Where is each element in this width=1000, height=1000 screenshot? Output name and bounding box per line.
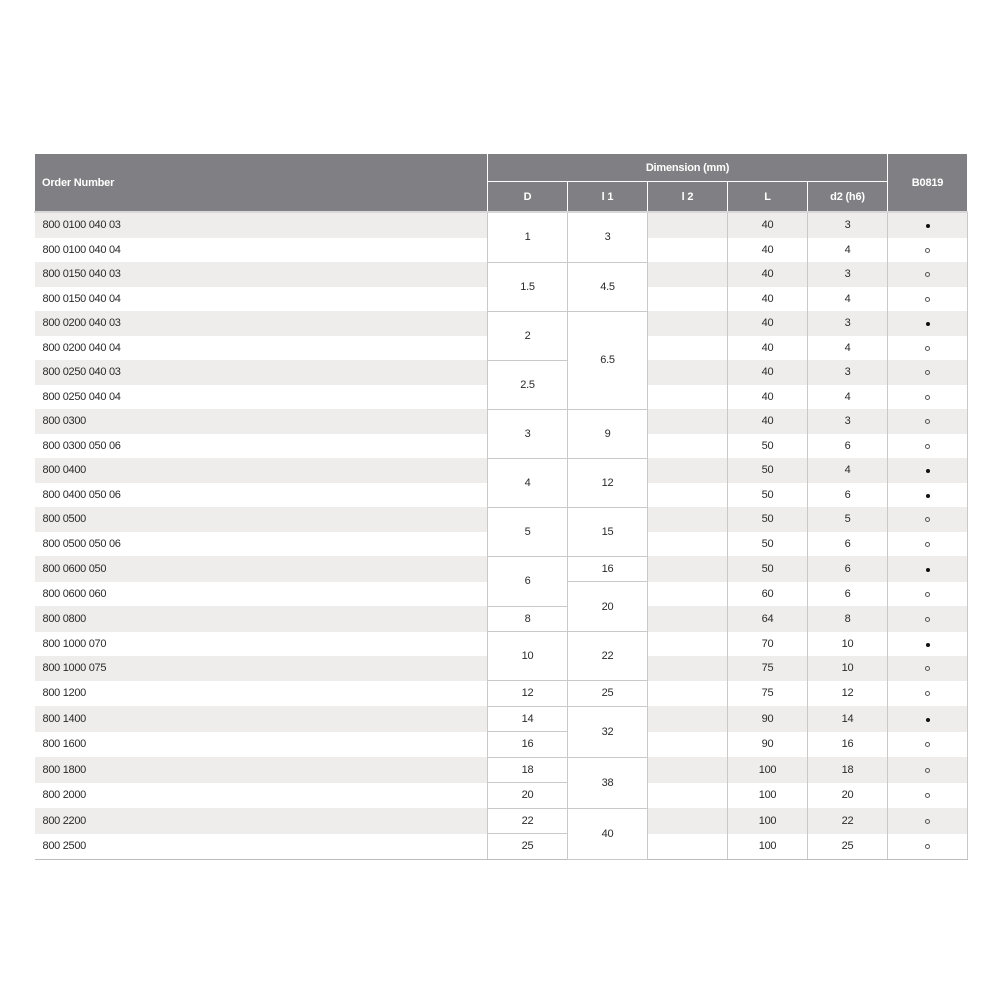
availability-cell (888, 311, 968, 336)
length-l2-cell (648, 556, 728, 582)
open-circle-icon (925, 592, 930, 597)
length-l2-cell (648, 632, 728, 657)
availability-cell (888, 458, 968, 483)
order-number-cell: 800 0300 (35, 409, 488, 434)
order-number-cell: 800 1400 (35, 706, 488, 732)
availability-cell (888, 706, 968, 732)
length-l2-cell (648, 336, 728, 361)
order-number-cell: 800 0150 040 04 (35, 287, 488, 312)
diameter-cell: 25 (488, 834, 568, 860)
open-circle-icon (925, 617, 930, 622)
open-circle-icon (925, 248, 930, 253)
order-number-cell: 800 0100 040 04 (35, 238, 488, 263)
diameter-cell: 2.5 (488, 360, 568, 409)
shank-diameter-cell: 18 (808, 757, 888, 783)
overall-length-cell: 64 (728, 606, 808, 632)
open-circle-icon (925, 517, 930, 522)
table-row (35, 783, 968, 809)
shank-diameter-cell: 6 (808, 582, 888, 607)
availability-cell (888, 656, 968, 681)
filled-dot-icon (926, 718, 930, 722)
shank-diameter-cell: 6 (808, 556, 888, 582)
order-number-cell: 800 0600 060 (35, 582, 488, 607)
availability-cell (888, 732, 968, 758)
diameter-cell: 18 (488, 757, 568, 783)
col-header-d2: d2 (h6) (808, 182, 888, 213)
order-number-cell: 800 2500 (35, 834, 488, 860)
order-number-cell: 800 0800 (35, 606, 488, 632)
length-l2-cell (648, 434, 728, 459)
overall-length-cell: 100 (728, 783, 808, 809)
table-row (35, 808, 968, 834)
diameter-cell: 20 (488, 783, 568, 809)
overall-length-cell: 40 (728, 287, 808, 312)
overall-length-cell: 40 (728, 360, 808, 385)
overall-length-cell: 70 (728, 632, 808, 657)
length-l1-cell: 40 (568, 808, 648, 859)
filled-dot-icon (926, 568, 930, 572)
overall-length-cell: 50 (728, 483, 808, 508)
length-l2-cell (648, 507, 728, 532)
table-row (35, 212, 968, 238)
filled-dot-icon (926, 469, 930, 473)
length-l1-cell: 4.5 (568, 262, 648, 311)
overall-length-cell: 60 (728, 582, 808, 607)
diameter-cell: 8 (488, 606, 568, 632)
availability-cell (888, 360, 968, 385)
availability-cell (888, 681, 968, 707)
length-l1-cell: 22 (568, 632, 648, 681)
diameter-cell: 14 (488, 706, 568, 732)
length-l1-cell: 20 (568, 582, 648, 632)
shank-diameter-cell: 4 (808, 287, 888, 312)
length-l1-cell: 3 (568, 212, 648, 262)
length-l2-cell (648, 262, 728, 287)
length-l1-cell: 12 (568, 458, 648, 507)
length-l2-cell (648, 834, 728, 860)
table-row (35, 458, 968, 483)
shank-diameter-cell: 20 (808, 783, 888, 809)
shank-diameter-cell: 5 (808, 507, 888, 532)
availability-cell (888, 434, 968, 459)
order-number-cell: 800 1000 075 (35, 656, 488, 681)
availability-cell (888, 287, 968, 312)
availability-cell (888, 808, 968, 834)
filled-dot-icon (926, 322, 930, 326)
length-l2-cell (648, 238, 728, 263)
availability-cell (888, 556, 968, 582)
availability-header: B0819 (888, 154, 968, 213)
order-number-cell: 800 0200 040 03 (35, 311, 488, 336)
overall-length-cell: 40 (728, 409, 808, 434)
length-l2-cell (648, 458, 728, 483)
order-number-cell: 800 2200 (35, 808, 488, 834)
shank-diameter-cell: 3 (808, 212, 888, 238)
diameter-cell: 3 (488, 409, 568, 458)
overall-length-cell: 40 (728, 238, 808, 263)
shank-diameter-cell: 3 (808, 311, 888, 336)
availability-cell (888, 238, 968, 263)
length-l2-cell (648, 212, 728, 238)
availability-cell (888, 409, 968, 434)
availability-cell (888, 757, 968, 783)
length-l1-cell: 16 (568, 556, 648, 582)
table-row (35, 632, 968, 657)
length-l2-cell (648, 681, 728, 707)
overall-length-cell: 40 (728, 311, 808, 336)
open-circle-icon (925, 844, 930, 849)
availability-cell (888, 582, 968, 607)
table-row (35, 556, 968, 582)
specification-table (34, 153, 968, 860)
overall-length-cell: 40 (728, 336, 808, 361)
order-number-cell: 800 0250 040 04 (35, 385, 488, 410)
col-header-l2: l 2 (648, 182, 728, 213)
order-number-header: Order Number (35, 154, 488, 213)
order-number-cell: 800 2000 (35, 783, 488, 809)
shank-diameter-cell: 6 (808, 483, 888, 508)
diameter-cell: 6 (488, 556, 568, 606)
shank-diameter-cell: 10 (808, 656, 888, 681)
length-l2-cell (648, 409, 728, 434)
availability-cell (888, 834, 968, 860)
shank-diameter-cell: 4 (808, 336, 888, 361)
overall-length-cell: 100 (728, 808, 808, 834)
order-number-cell: 800 1800 (35, 757, 488, 783)
availability-cell (888, 532, 968, 557)
shank-diameter-cell: 16 (808, 732, 888, 758)
length-l2-cell (648, 783, 728, 809)
col-header-L: L (728, 182, 808, 213)
order-number-cell: 800 0100 040 03 (35, 212, 488, 238)
length-l1-cell: 38 (568, 757, 648, 808)
length-l2-cell (648, 287, 728, 312)
diameter-cell: 22 (488, 808, 568, 834)
open-circle-icon (925, 395, 930, 400)
order-number-cell: 800 0500 (35, 507, 488, 532)
availability-cell (888, 483, 968, 508)
open-circle-icon (925, 444, 930, 449)
order-number-cell: 800 0150 040 03 (35, 262, 488, 287)
table-row (35, 681, 968, 707)
open-circle-icon (925, 742, 930, 747)
overall-length-cell: 90 (728, 732, 808, 758)
overall-length-cell: 40 (728, 262, 808, 287)
length-l1-cell: 25 (568, 681, 648, 707)
open-circle-icon (925, 691, 930, 696)
length-l2-cell (648, 582, 728, 607)
availability-cell (888, 632, 968, 657)
shank-diameter-cell: 3 (808, 262, 888, 287)
shank-diameter-cell: 25 (808, 834, 888, 860)
length-l2-cell (648, 532, 728, 557)
order-number-cell: 800 0250 040 03 (35, 360, 488, 385)
length-l2-cell (648, 706, 728, 732)
length-l2-cell (648, 606, 728, 632)
table-row (35, 757, 968, 783)
open-circle-icon (925, 297, 930, 302)
open-circle-icon (925, 819, 930, 824)
overall-length-cell: 40 (728, 212, 808, 238)
overall-length-cell: 75 (728, 656, 808, 681)
length-l1-cell: 15 (568, 507, 648, 556)
col-header-D: D (488, 182, 568, 213)
length-l2-cell (648, 656, 728, 681)
shank-diameter-cell: 8 (808, 606, 888, 632)
overall-length-cell: 50 (728, 434, 808, 459)
order-number-cell: 800 0500 050 06 (35, 532, 488, 557)
overall-length-cell: 50 (728, 507, 808, 532)
availability-cell (888, 606, 968, 632)
open-circle-icon (925, 793, 930, 798)
filled-dot-icon (926, 643, 930, 647)
table-row (35, 606, 968, 632)
diameter-cell: 5 (488, 507, 568, 556)
shank-diameter-cell: 22 (808, 808, 888, 834)
open-circle-icon (925, 542, 930, 547)
overall-length-cell: 75 (728, 681, 808, 707)
overall-length-cell: 50 (728, 532, 808, 557)
availability-cell (888, 262, 968, 287)
shank-diameter-cell: 4 (808, 385, 888, 410)
dimension-header: Dimension (mm) (488, 154, 888, 182)
filled-dot-icon (926, 494, 930, 498)
col-header-l1: l 1 (568, 182, 648, 213)
overall-length-cell: 50 (728, 556, 808, 582)
table-row (35, 360, 968, 385)
order-number-cell: 800 1600 (35, 732, 488, 758)
open-circle-icon (925, 768, 930, 773)
table-row (35, 834, 968, 860)
order-number-cell: 800 0200 040 04 (35, 336, 488, 361)
length-l2-cell (648, 311, 728, 336)
shank-diameter-cell: 4 (808, 238, 888, 263)
table-row (35, 732, 968, 758)
table-row (35, 706, 968, 732)
length-l2-cell (648, 360, 728, 385)
diameter-cell: 4 (488, 458, 568, 507)
shank-diameter-cell: 4 (808, 458, 888, 483)
length-l1-cell: 6.5 (568, 311, 648, 409)
table-row (35, 311, 968, 336)
shank-diameter-cell: 6 (808, 434, 888, 459)
diameter-cell: 1.5 (488, 262, 568, 311)
order-number-cell: 800 0600 050 (35, 556, 488, 582)
filled-dot-icon (926, 224, 930, 228)
shank-diameter-cell: 3 (808, 360, 888, 385)
overall-length-cell: 90 (728, 706, 808, 732)
availability-cell (888, 212, 968, 238)
table-row (35, 262, 968, 287)
table-row (35, 409, 968, 434)
shank-diameter-cell: 10 (808, 632, 888, 657)
length-l2-cell (648, 757, 728, 783)
availability-cell (888, 336, 968, 361)
shank-diameter-cell: 3 (808, 409, 888, 434)
length-l2-cell (648, 808, 728, 834)
order-number-cell: 800 0400 050 06 (35, 483, 488, 508)
shank-diameter-cell: 6 (808, 532, 888, 557)
length-l2-cell (648, 385, 728, 410)
diameter-cell: 16 (488, 732, 568, 758)
diameter-cell: 1 (488, 212, 568, 262)
diameter-cell: 2 (488, 311, 568, 360)
shank-diameter-cell: 14 (808, 706, 888, 732)
open-circle-icon (925, 370, 930, 375)
overall-length-cell: 100 (728, 757, 808, 783)
length-l1-cell: 32 (568, 706, 648, 757)
availability-cell (888, 507, 968, 532)
overall-length-cell: 50 (728, 458, 808, 483)
table-header (35, 154, 968, 213)
availability-cell (888, 385, 968, 410)
order-number-cell: 800 1200 (35, 681, 488, 707)
table-row (35, 507, 968, 532)
diameter-cell: 10 (488, 632, 568, 681)
diameter-cell: 12 (488, 681, 568, 707)
open-circle-icon (925, 272, 930, 277)
availability-cell (888, 783, 968, 809)
order-number-cell: 800 0300 050 06 (35, 434, 488, 459)
overall-length-cell: 40 (728, 385, 808, 410)
shank-diameter-cell: 12 (808, 681, 888, 707)
overall-length-cell: 100 (728, 834, 808, 860)
order-number-cell: 800 0400 (35, 458, 488, 483)
open-circle-icon (925, 419, 930, 424)
length-l2-cell (648, 732, 728, 758)
order-number-cell: 800 1000 070 (35, 632, 488, 657)
open-circle-icon (925, 666, 930, 671)
length-l1-cell: 9 (568, 409, 648, 458)
open-circle-icon (925, 346, 930, 351)
table-body (35, 212, 968, 859)
length-l2-cell (648, 483, 728, 508)
